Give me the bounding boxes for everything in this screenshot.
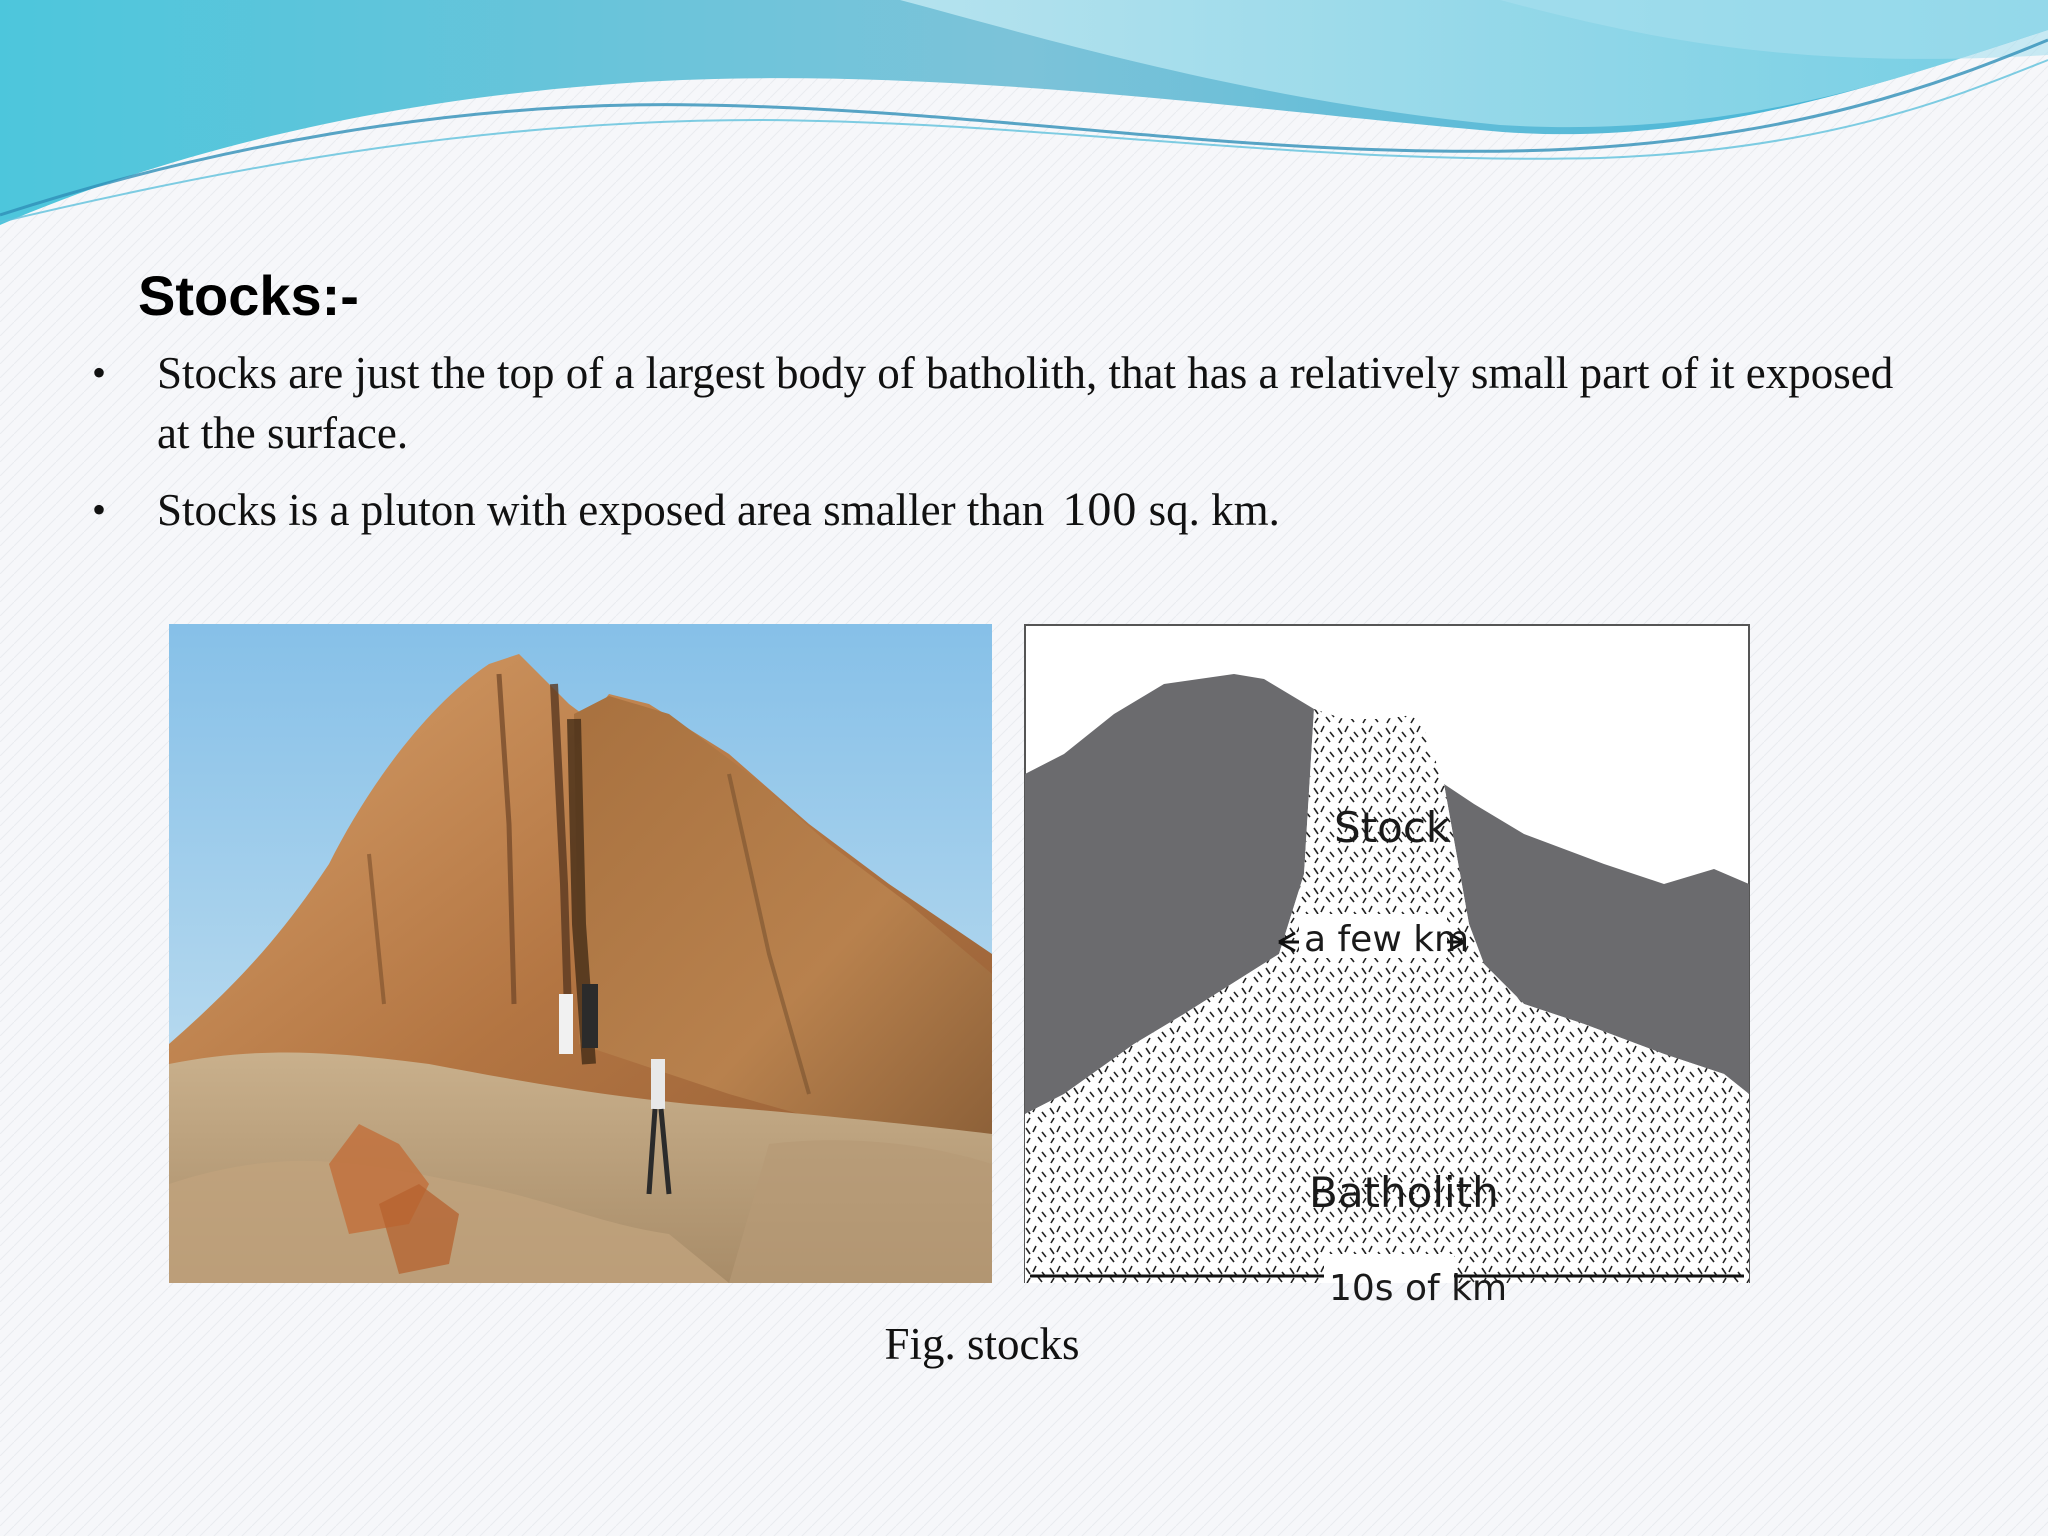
slide-title: Stocks:- [138,264,359,327]
area-number: 100 [1062,483,1138,536]
bullet-item [0,480,1897,540]
stock-outcrop-photo [169,624,992,1283]
width-label: a few km [1304,919,1470,960]
bullet-item [0,343,1897,463]
bullet-list [0,343,2048,557]
bullet-text: Stocks are just the top of a largest body of batholith, that has a relatively small part of it exposed at the surface. [157,348,1894,458]
stock-label: Stock [1334,803,1451,852]
figure-caption: Fig. stocks [884,1319,1080,1369]
bullet-text: Stocks is a pluton with exposed area smaller than [157,485,1045,535]
bullet-unit: sq. km. [1137,485,1280,535]
header-waves [0,0,2048,240]
stock-diagram [1024,624,1750,1309]
batholith-label: Batholith [1309,1168,1499,1217]
bullet-marker: • [92,487,107,532]
bullet-marker: • [92,350,107,395]
bottom-width-label: 10s of km [1329,1268,1508,1309]
